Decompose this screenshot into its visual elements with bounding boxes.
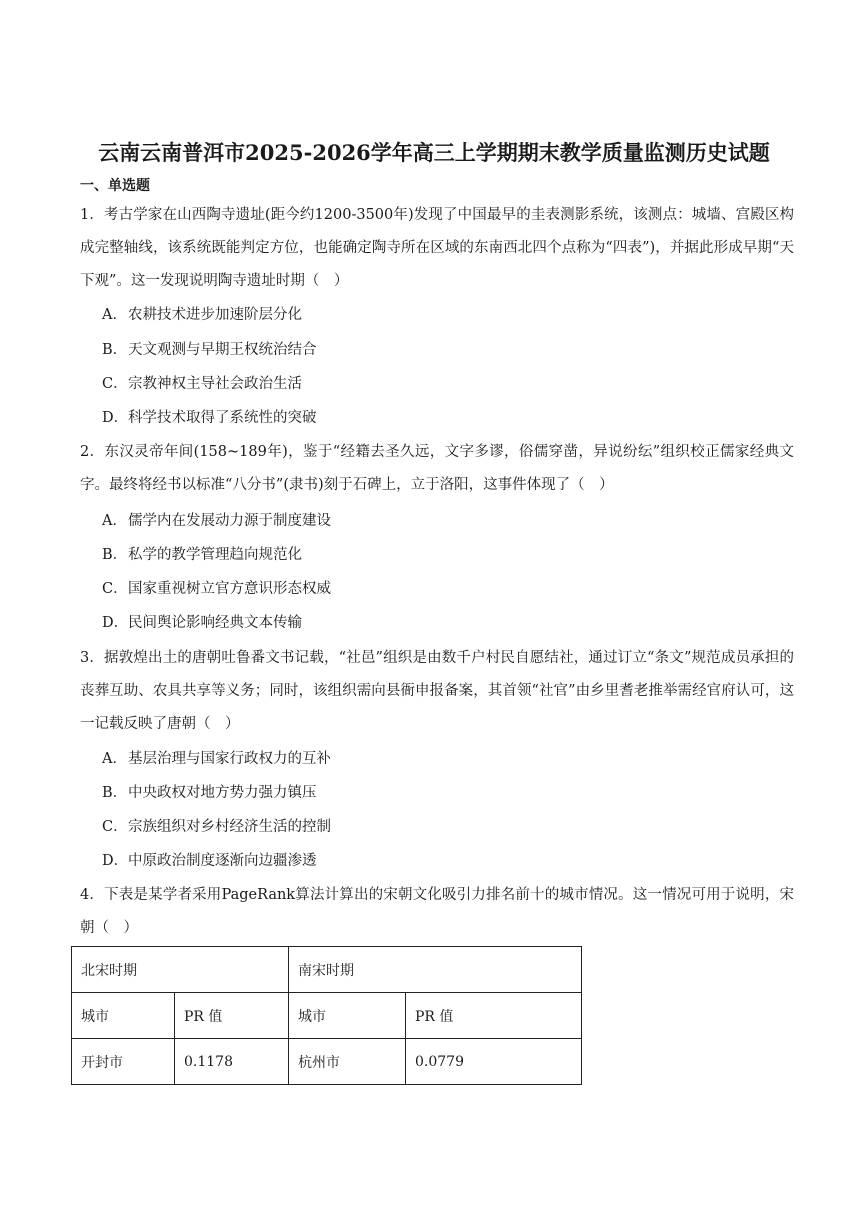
option-item <box>102 749 331 769</box>
option-text: 农耕技术进步加速阶层分化 <box>128 307 302 323</box>
option-text: 基层治理与国家行政权力的互补 <box>128 751 331 767</box>
option-text: 民间舆论影响经典文本传输 <box>128 615 302 631</box>
option-text: 宗教神权主导社会政治生活 <box>128 376 302 392</box>
option-letter: D． <box>102 615 129 631</box>
option-letter: B． <box>102 785 128 801</box>
table-cell: 0.1178 <box>175 1039 289 1085</box>
table-header-cell: 城市 <box>289 993 406 1039</box>
option-letter: A． <box>102 751 127 767</box>
option-text: 科学技术取得了系统性的突破 <box>128 410 317 426</box>
table-cell: 开封市 <box>72 1039 175 1085</box>
option-letter: A． <box>102 307 127 323</box>
question-stem: 2．东汉灵帝年间(158~189年)，鉴于“经籍去圣久远，文字多谬，俗儒穿凿，异说纷纭”组织校正儒家经典文字。最终将经书以标准“八分书”(隶书)刻于石碑上，立于洛阳，这事件体现了（ ） <box>80 444 794 493</box>
option-letter: C． <box>102 581 128 597</box>
option-text: 私学的教学管理趋向规范化 <box>128 547 302 563</box>
table-cell: 杭州市 <box>289 1039 406 1085</box>
option-item <box>102 408 317 428</box>
option-item <box>102 305 302 325</box>
option-item <box>102 545 302 565</box>
option-item <box>102 579 331 599</box>
table-header-cell: PR 值 <box>175 993 289 1039</box>
option-letter: D． <box>102 410 129 426</box>
question-stem: 1．考古学家在山西陶寺遗址(距今约1200-3500年)发现了中国最早的圭表测影系统，该测点：城墙、宫殿区构成完整轴线，该系统既能判定方位，也能确定陶寺所在区域的东南西北四个点称为“四表”)，并据此形成早期“天下观”。这一发现说明陶寺遗址时期（ ） <box>80 207 794 289</box>
table-header-cell: 城市 <box>72 993 175 1039</box>
option-letter: C． <box>102 819 128 835</box>
option-item <box>102 613 302 633</box>
table-cell: 0.0779 <box>406 1039 582 1085</box>
table-header-cell: 北宋时期 <box>72 947 289 993</box>
option-item <box>102 340 317 360</box>
option-letter: D． <box>102 853 129 869</box>
option-letter: B． <box>102 547 128 563</box>
option-letter: A． <box>102 513 127 529</box>
option-item <box>102 374 302 394</box>
option-item <box>102 851 317 871</box>
question-stem: 4．下表是某学者采用PageRank算法计算出的宋朝文化吸引力排名前十的城市情况。这一情况可用于说明，宋朝（ ） <box>80 887 794 936</box>
option-text: 天文观测与早期王权统治结合 <box>128 342 317 358</box>
table-header-row <box>72 993 582 1039</box>
option-item <box>102 511 331 531</box>
option-text: 国家重视树立官方意识形态权威 <box>128 581 331 597</box>
table-row <box>72 1039 582 1085</box>
question-stem: 3．据敦煌出土的唐朝吐鲁番文书记载，“社邑”组织是由数千户村民自愿结社，通过订立“条文”规范成员承担的丧葬互助、农具共享等义务；同时，该组织需向县衙申报备案，其首领“社官”由乡里耆老推举需经官府认可，这一记载反映了唐朝（ ） <box>80 650 794 732</box>
data-table <box>71 946 582 1085</box>
option-item <box>102 783 317 803</box>
option-item <box>102 817 331 837</box>
option-text: 中央政权对地方势力强力镇压 <box>128 785 317 801</box>
option-text: 儒学内在发展动力源于制度建设 <box>128 513 331 529</box>
option-text: 中原政治制度逐渐向边疆渗透 <box>128 853 317 869</box>
section-heading: 一、单选题 <box>80 178 150 194</box>
table-header-cell: 南宋时期 <box>289 947 582 993</box>
table-header-cell: PR 值 <box>406 993 582 1039</box>
option-letter: C． <box>102 376 128 392</box>
table-header-row <box>72 947 582 993</box>
option-text: 宗族组织对乡村经济生活的控制 <box>128 819 331 835</box>
page-title: 云南云南普洱市2025-2026学年高三上学期期末教学质量监测历史试题 <box>98 140 770 165</box>
option-letter: B． <box>102 342 128 358</box>
